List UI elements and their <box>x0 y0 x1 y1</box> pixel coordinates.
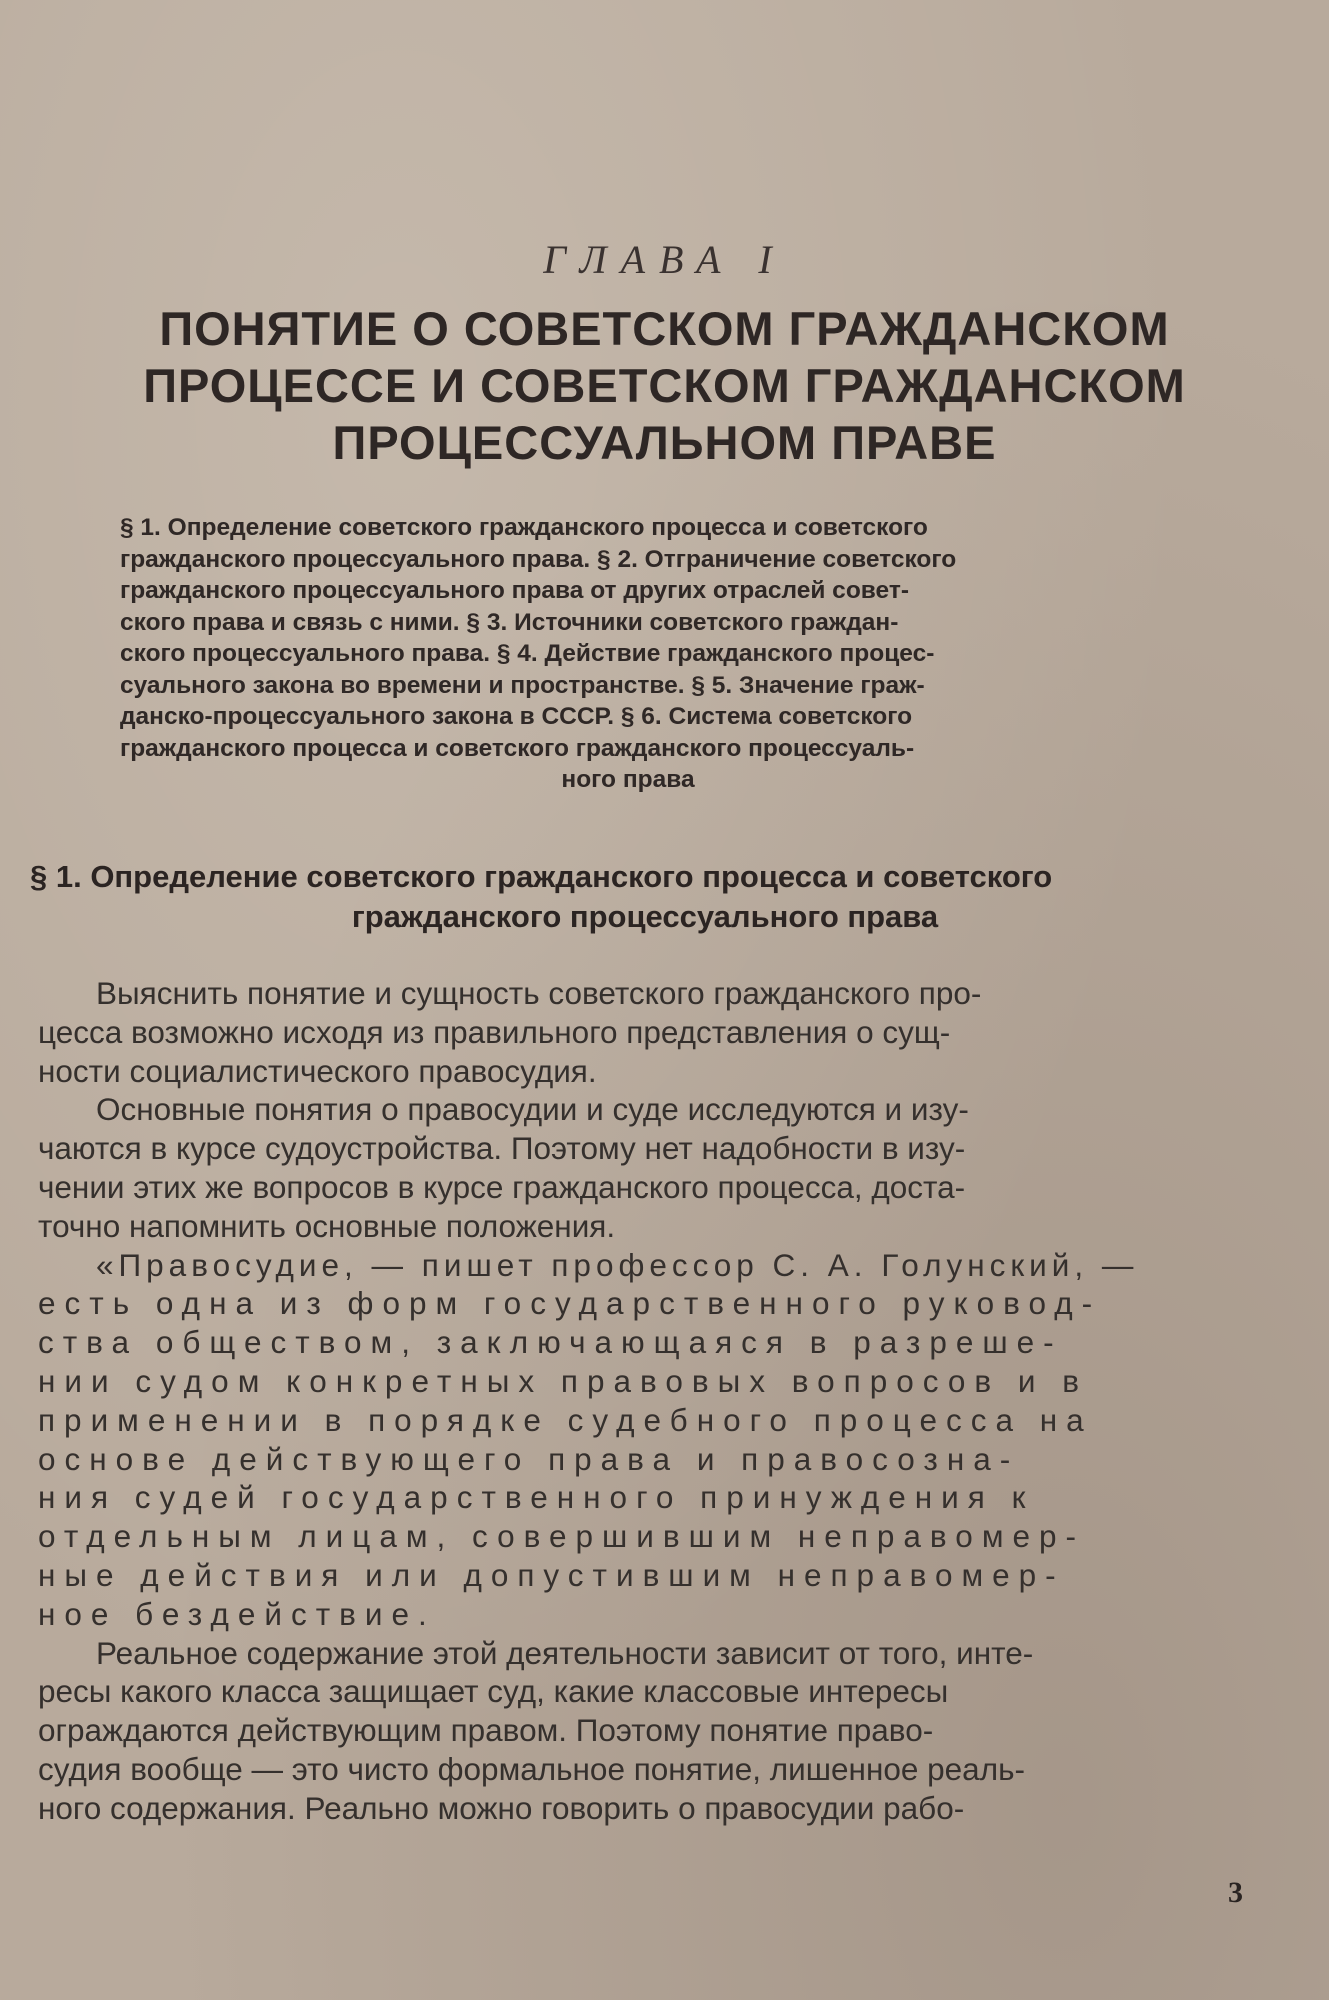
chapter-contents <box>118 512 1138 796</box>
paragraph-line: ресы какого класса защищает суд, какие классовые интересы <box>38 1673 949 1710</box>
paragraph-line: ного содержания. Реально можно говорить о правосудии рабо- <box>38 1789 965 1826</box>
chapter-title-line: ПРОЦЕССЕ И СОВЕТСКОМ ГРАЖДАНСКОМ <box>143 359 1186 412</box>
paragraph-line: ности социалистического правосудия. <box>38 1052 597 1089</box>
quote-line: нии судом конкретных правовых вопросов и в <box>38 1362 1088 1399</box>
chapter-title-line: ПРОЦЕССУАЛЬНОМ ПРАВЕ <box>332 416 997 469</box>
paragraph-line: ограждаются действующим правом. Поэтому понятие право- <box>38 1712 934 1749</box>
section-heading-line: гражданского процессуального права <box>351 899 939 934</box>
quote-line: ное бездействие. <box>38 1595 436 1632</box>
paragraph-line: Реальное содержание этой деятельности зависит от того, инте- <box>96 1634 1034 1671</box>
paragraph-line: цесса возможно исходя из правильного представления о сущ- <box>38 1013 951 1050</box>
contents-line: ского права и связь с ними. § 3. Источники советского граждан- <box>120 608 899 636</box>
quote-line: отдельным лицам, совершившим неправомер- <box>38 1518 1086 1555</box>
contents-line: гражданского процессуального права. § 2. Отграничение советского <box>120 545 957 573</box>
quote-line: применении в порядке судебного процесса на <box>38 1401 1093 1438</box>
body-text <box>38 974 1248 1828</box>
paragraph-line: Выяснить понятие и сущность советского гражданского про- <box>96 975 982 1011</box>
quote-line: ства обществом, заключающаяся в разреше- <box>38 1324 1063 1361</box>
quote-line: «Правосудие, — пишет профессор С. А. Голунский, — <box>96 1246 1139 1283</box>
quote-line: ния судей государственного принуждения к <box>38 1479 1035 1516</box>
contents-line: гражданского процесса и советского гражданского процессуаль- <box>120 734 915 762</box>
paragraph-line: точно напомнить основные положения. <box>38 1207 616 1244</box>
chapter-label: ГЛАВА I <box>543 237 786 282</box>
section-heading <box>30 857 1260 937</box>
page-number: 3 <box>1228 1876 1243 1909</box>
section-heading-line: § 1. Определение советского гражданского процесса и советского <box>30 859 1053 894</box>
chapter-title-line: ПОНЯТИЕ О СОВЕТСКОМ ГРАЖДАНСКОМ <box>159 302 1170 355</box>
quote-line: ные действия или допустившим неправомер- <box>38 1556 1065 1593</box>
chapter-title <box>100 300 1229 471</box>
contents-line: § 1. Определение советского гражданского процесса и советского <box>120 514 928 541</box>
contents-line: ного права <box>561 766 695 793</box>
quote-line: есть одна из форм государственного руковод- <box>38 1285 1102 1322</box>
contents-line: суального закона во времени и пространстве. § 5. Значение граж- <box>120 671 925 699</box>
contents-line: ского процессуального права. § 4. Действие гражданского процес- <box>120 640 935 667</box>
paragraph-line: чении этих же вопросов в курсе гражданского процесса, доста- <box>38 1168 966 1205</box>
paragraph-line: чаются в курсе судоустройства. Поэтому нет надобности в изу- <box>38 1130 966 1167</box>
contents-line: гражданского процессуального права от других отраслей совет- <box>120 577 909 604</box>
paragraph-line: Основные понятия о правосудии и суде исследуются и изу- <box>96 1091 969 1128</box>
quote-line: основе действующего права и правосозна- <box>38 1440 1020 1477</box>
contents-line: данско-процессуального закона в СССР. § 6. Система советского <box>120 703 913 730</box>
paragraph-line: судия вообще — это чисто формальное понятие, лишенное реаль- <box>38 1750 1025 1787</box>
